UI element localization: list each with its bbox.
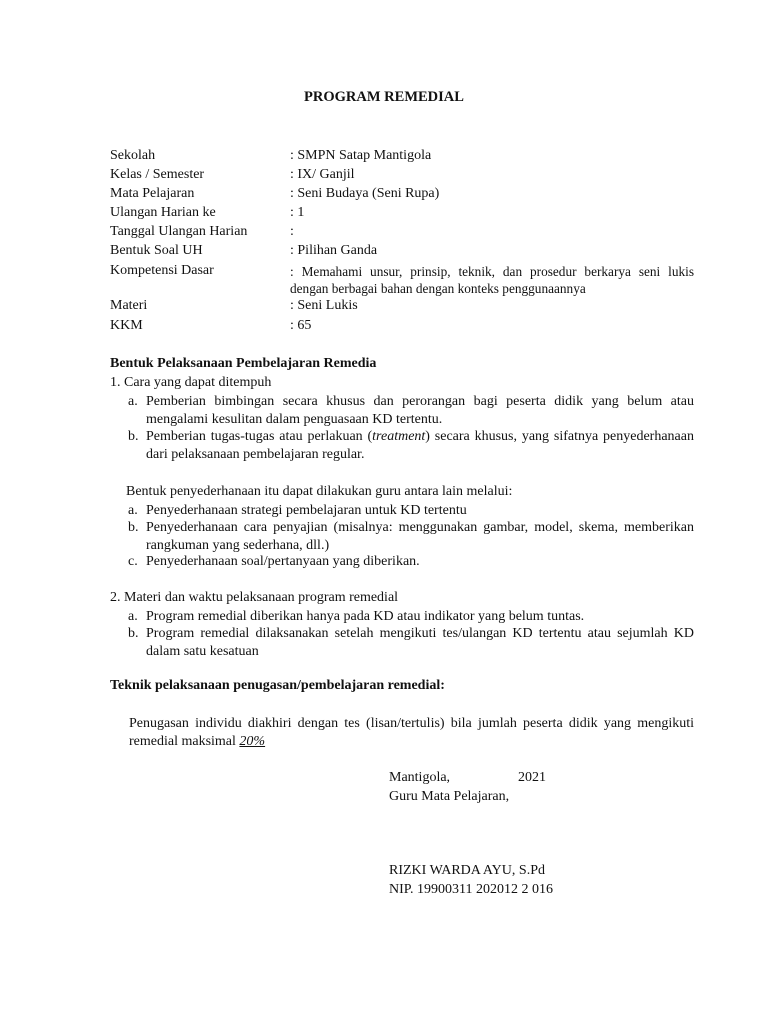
list-item-text: Program remedial dilaksanakan setelah mengikuti tes/ulangan KD tertentu atau sejumlah KD dalam satu kesatuan bbox=[146, 626, 694, 659]
list-marker: b. bbox=[128, 520, 139, 535]
list-item-text: Penyederhanaan cara penyajian (misalnya: menggunakan gambar, model, skema, memberikan rangkuman yang sederhana, dll.) bbox=[146, 520, 694, 553]
list-item bbox=[128, 502, 694, 520]
info-value-mapel: : Seni Budaya (Seni Rupa) bbox=[290, 186, 440, 201]
list-item bbox=[128, 393, 694, 429]
info-label-mapel: Mata Pelajaran bbox=[110, 186, 195, 201]
info-value-ulangan: : 1 bbox=[290, 205, 305, 220]
teknik-paragraph: Penugasan individu diakhiri dengan tes (lisan/tertulis) bila jumlah peserta didik yang mengikuti remedial maksimal 20% bbox=[129, 716, 694, 749]
list-item-text: Penyederhanaan strategi pembelajaran untuk KD tertentu bbox=[146, 503, 467, 518]
list-item-text: Penyederhanaan soal/pertanyaan yang diberikan. bbox=[146, 554, 420, 569]
info-value-kelas: : IX/ Ganjil bbox=[290, 167, 355, 182]
simplify-intro: Bentuk penyederhanaan itu dapat dilakukan guru antara lain melalui: bbox=[126, 484, 513, 499]
page-title: PROGRAM REMEDIAL bbox=[304, 89, 464, 105]
list-marker: a. bbox=[128, 609, 138, 624]
list-item-text: Pemberian bimbingan secara khusus dan perorangan bagi peserta didik yang belum atau mengalami kesulitan dalam penguasaan KD tertentu. bbox=[146, 394, 694, 427]
percent-value: 20% bbox=[239, 734, 266, 749]
section-heading-teknik: Teknik pelaksanaan penugasan/pembelajaran remedial: bbox=[110, 678, 445, 693]
list-item-text: Program remedial diberikan hanya pada KD atau indikator yang belum tuntas. bbox=[146, 609, 585, 624]
info-label-ulangan: Ulangan Harian ke bbox=[110, 205, 216, 220]
list-item-text: Pemberian tugas-tugas atau perlakuan (treatment) secara khusus, yang sifatnya penyederhanaan dari pelaksanaan pembelajaran regular. bbox=[146, 429, 694, 462]
signature-place: Mantigola, bbox=[389, 770, 451, 785]
info-label-kd: Kompetensi Dasar bbox=[110, 263, 214, 278]
signature-nip: NIP. 19900311 202012 2 016 bbox=[389, 882, 553, 897]
info-label-tanggal: Tanggal Ulangan Harian bbox=[110, 224, 248, 239]
list-marker: a. bbox=[128, 394, 138, 409]
signature-name: RIZKI WARDA AYU, S.Pd bbox=[389, 863, 545, 878]
info-label-kelas: Kelas / Semester bbox=[110, 167, 205, 182]
info-value-materi: : Seni Lukis bbox=[290, 298, 358, 313]
list-marker: c. bbox=[128, 554, 138, 569]
italic-term: treatment bbox=[372, 429, 426, 444]
info-value-tanggal: : bbox=[290, 224, 294, 239]
signature-year: 2021 bbox=[518, 770, 546, 785]
list-marker: b. bbox=[128, 626, 139, 641]
item1-title: 1. Cara yang dapat ditempuh bbox=[110, 375, 272, 390]
info-value-kd: : Memahami unsur, prinsip, teknik, dan prosedur berkarya seni lukis dengan berbagai bahan dengan konteks penggunaannya bbox=[290, 264, 694, 296]
section-heading-bentuk: Bentuk Pelaksanaan Pembelajaran Remedia bbox=[110, 356, 377, 371]
info-value-sekolah: : SMPN Satap Mantigola bbox=[290, 148, 432, 163]
list-item bbox=[128, 519, 694, 555]
info-label-sekolah: Sekolah bbox=[110, 148, 156, 163]
info-value-kkm: : 65 bbox=[290, 318, 312, 333]
item2-title: 2. Materi dan waktu pelaksanaan program remedial bbox=[110, 590, 399, 605]
info-label-kkm: KKM bbox=[110, 318, 143, 333]
list-item bbox=[128, 625, 694, 661]
list-item bbox=[128, 553, 694, 571]
list-marker: a. bbox=[128, 503, 138, 518]
signature-role: Guru Mata Pelajaran, bbox=[389, 789, 510, 804]
list-marker: b. bbox=[128, 429, 139, 444]
info-value-bentuk-soal: : Pilihan Ganda bbox=[290, 243, 378, 258]
list-item bbox=[128, 428, 694, 464]
list-item bbox=[128, 608, 694, 626]
info-label-materi: Materi bbox=[110, 298, 148, 313]
info-label-bentuk-soal: Bentuk Soal UH bbox=[110, 243, 203, 258]
